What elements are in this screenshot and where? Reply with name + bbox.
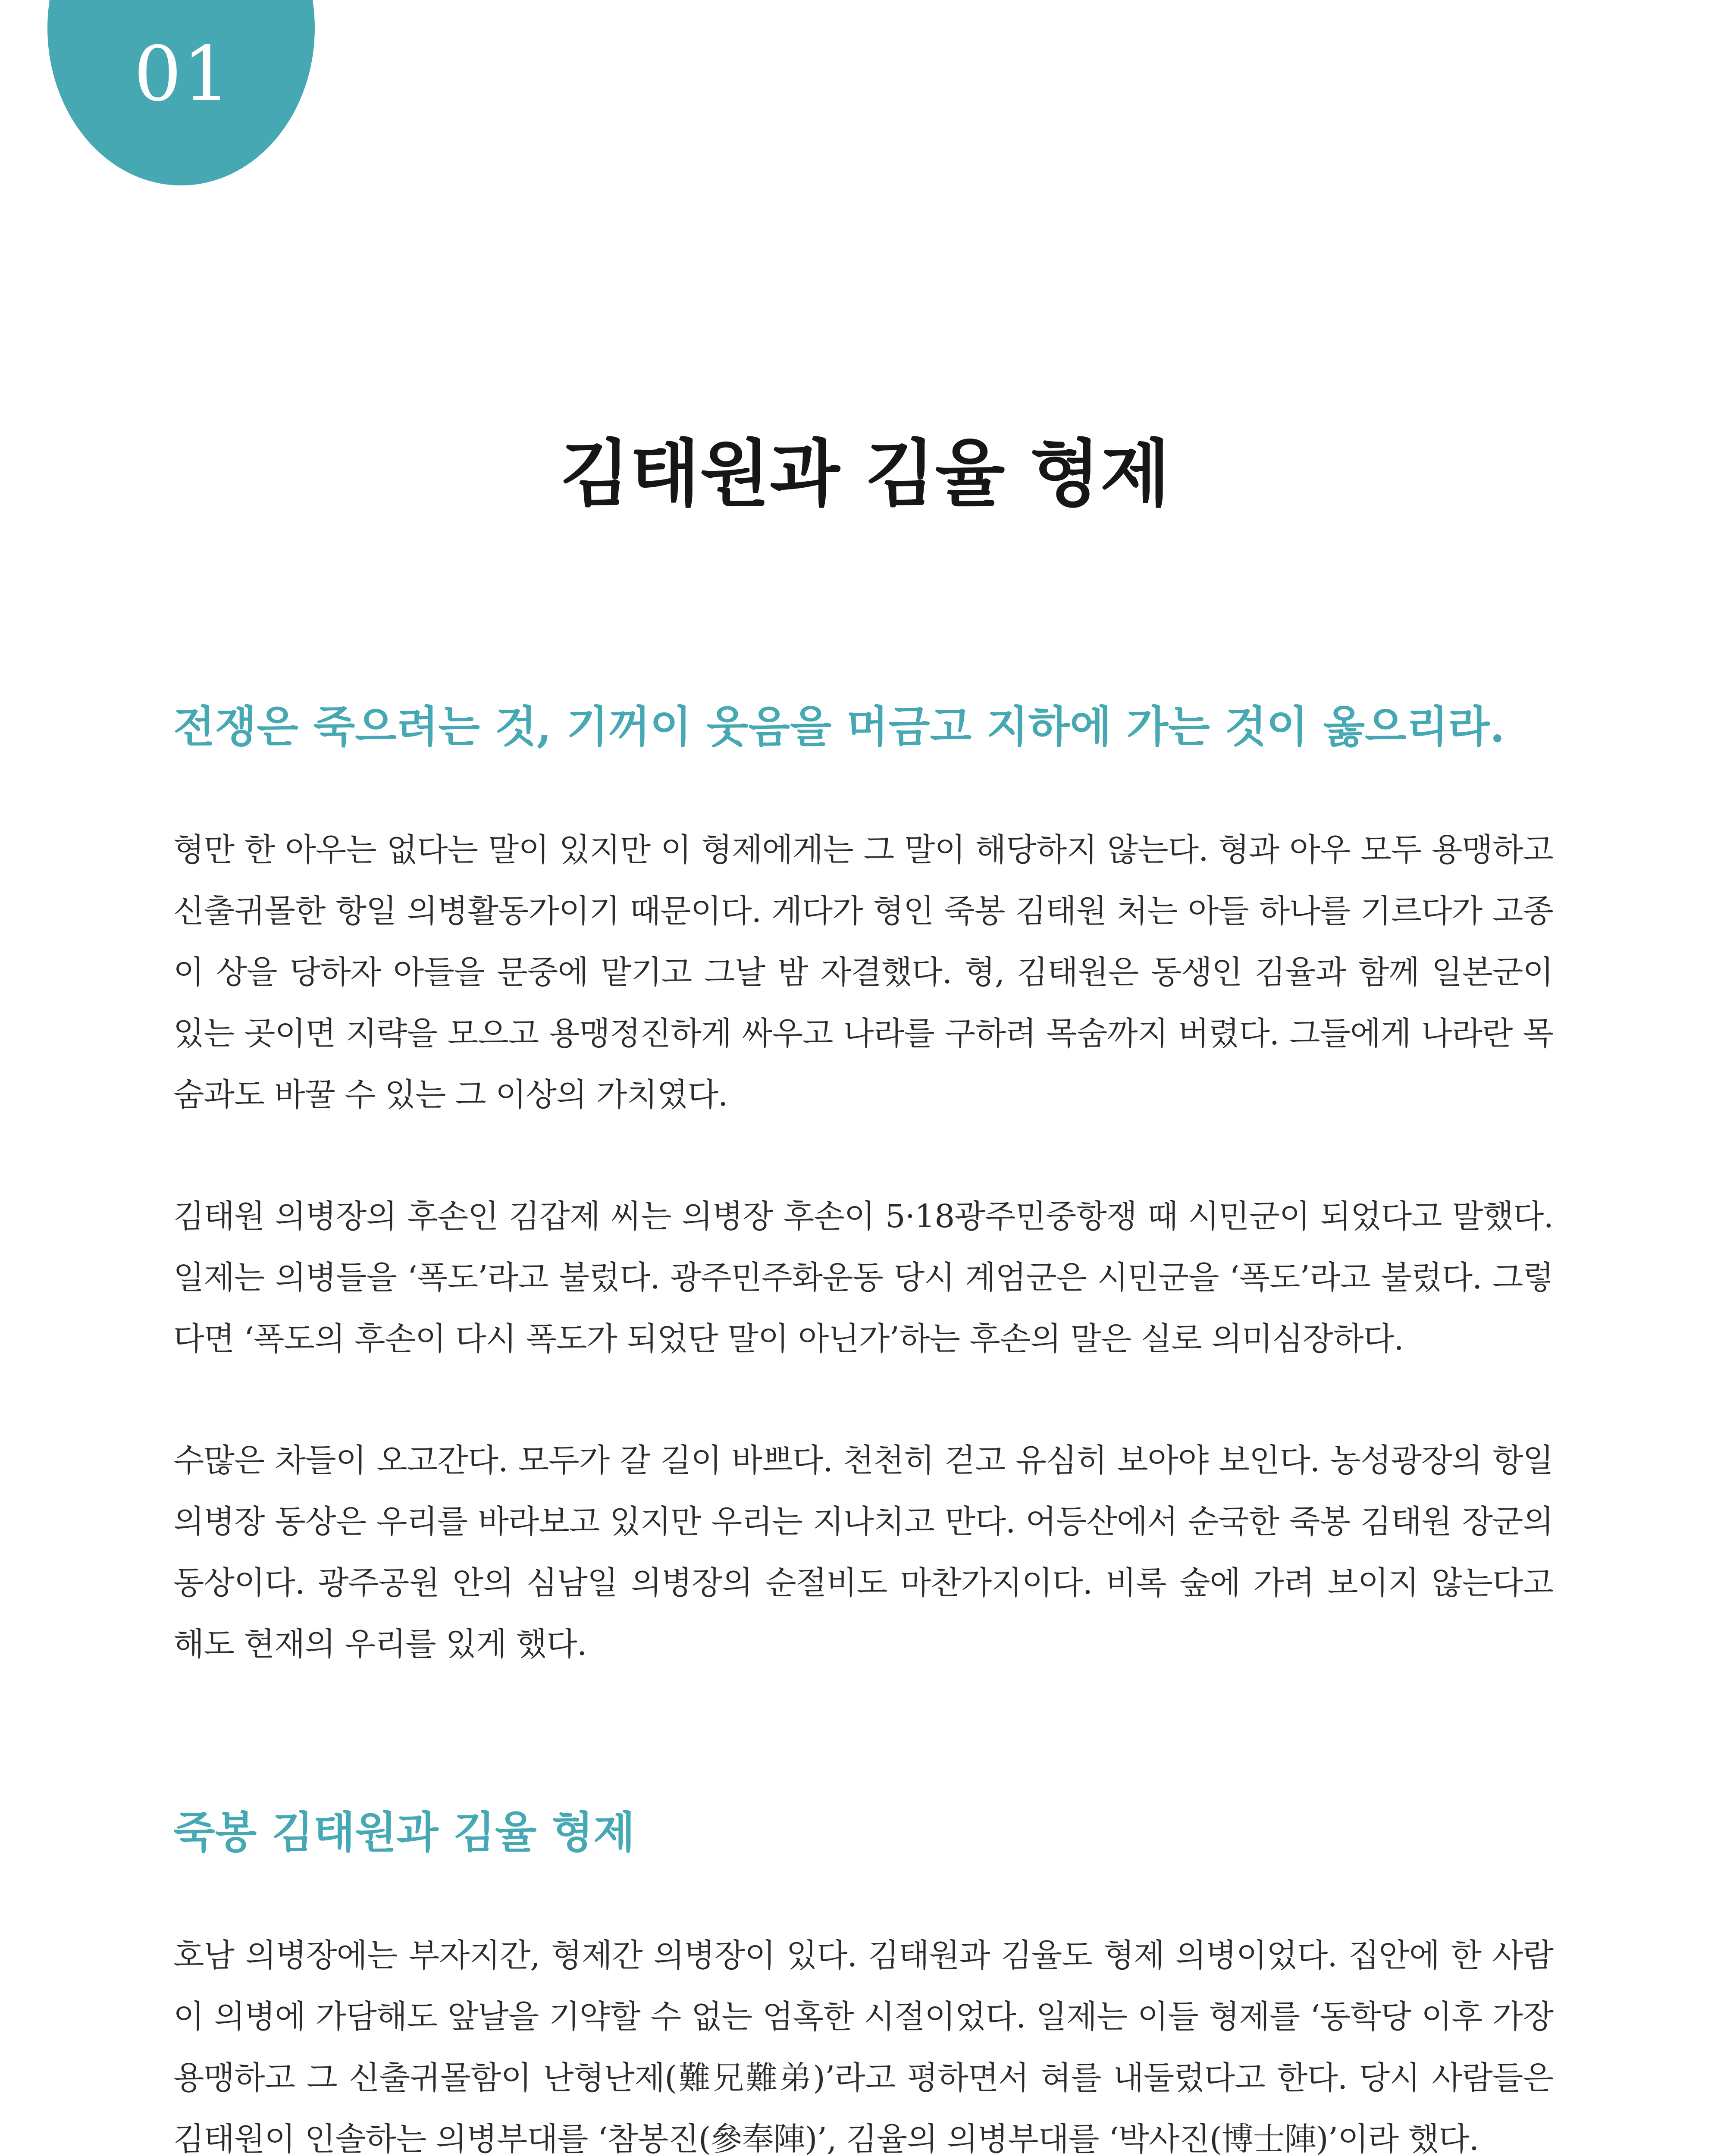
article-body: [173, 699, 1553, 2156]
chapter-number: 01: [134, 31, 232, 118]
paragraph: 호남 의병장에는 부자지간, 형제간 의병장이 있다. 김태원과 김율도 형제 의병이었다. 집안에 한 사람이 의병에 가담해도 앞날을 기약할 수 없는 엄혹한 시절이었다. 일제는 이들 형제를 ‘동학당 이후 가장 용맹하고 그 신출귀몰함이 난형난제(難兄難弟)’라고 평하면서 혀를 내둘렀다고 한다. 당시 사람들은 김태원이 인솔하는 의병부대를 ‘참봉진(參奉陣)’, 김율의 의병부대를 ‘박사진(博士陣)’이라 했다.: [173, 1937, 1553, 2156]
paragraph: 김태원 의병장의 후손인 김갑제 씨는 의병장 후손이 5·18광주민중항쟁 때 시민군이 되었다고 말했다. 일제는 의병들을 ‘폭도’라고 불렀다. 광주민주화운동 당시 계엄군은 시민군을 ‘폭도’라고 불렀다. 그렇다면 ‘폭도의 후손이 다시 폭도가 되었단 말이 아닌가’하는 후손의 말은 실로 의미심장하다.: [173, 1198, 1553, 1357]
section-heading-2: 죽봉 김태원과 김율 형제: [173, 1807, 635, 1858]
page-title: 김태원과 김율 형제: [560, 430, 1170, 516]
paragraph: 형만 한 아우는 없다는 말이 있지만 이 형제에게는 그 말이 해당하지 않는다. 형과 아우 모두 용맹하고 신출귀몰한 항일 의병활동가이기 때문이다. 게다가 형인 죽봉 김태원 처는 아들 하나를 기르다가 고종이 상을 당하자 아들을 문중에 맡기고 그날 밤 자결했다. 형, 김태원은 동생인 김율과 함께 일본군이 있는 곳이면 지략을 모으고 용맹정진하게 싸우고 나라를 구하려 목숨까지 버렸다. 그들에게 나라란 목숨과도 바꿀 수 있는 그 이상의 가치였다.: [173, 831, 1553, 1113]
paragraph: 수많은 차들이 오고간다. 모두가 갈 길이 바쁘다. 천천히 걷고 유심히 보아야 보인다. 농성광장의 항일의병장 동상은 우리를 바라보고 있지만 우리는 지나치고 만다. 어등산에서 순국한 죽봉 김태원 장군의 동상이다. 광주공원 안의 심남일 의병장의 순절비도 마찬가지이다. 비록 숲에 가려 보이지 않는다고 해도 현재의 우리를 있게 했다.: [173, 1442, 1553, 1663]
section-heading-1: 전쟁은 죽으려는 것, 기꺼이 웃음을 머금고 지하에 가는 것이 옳으리라.: [173, 701, 1505, 752]
